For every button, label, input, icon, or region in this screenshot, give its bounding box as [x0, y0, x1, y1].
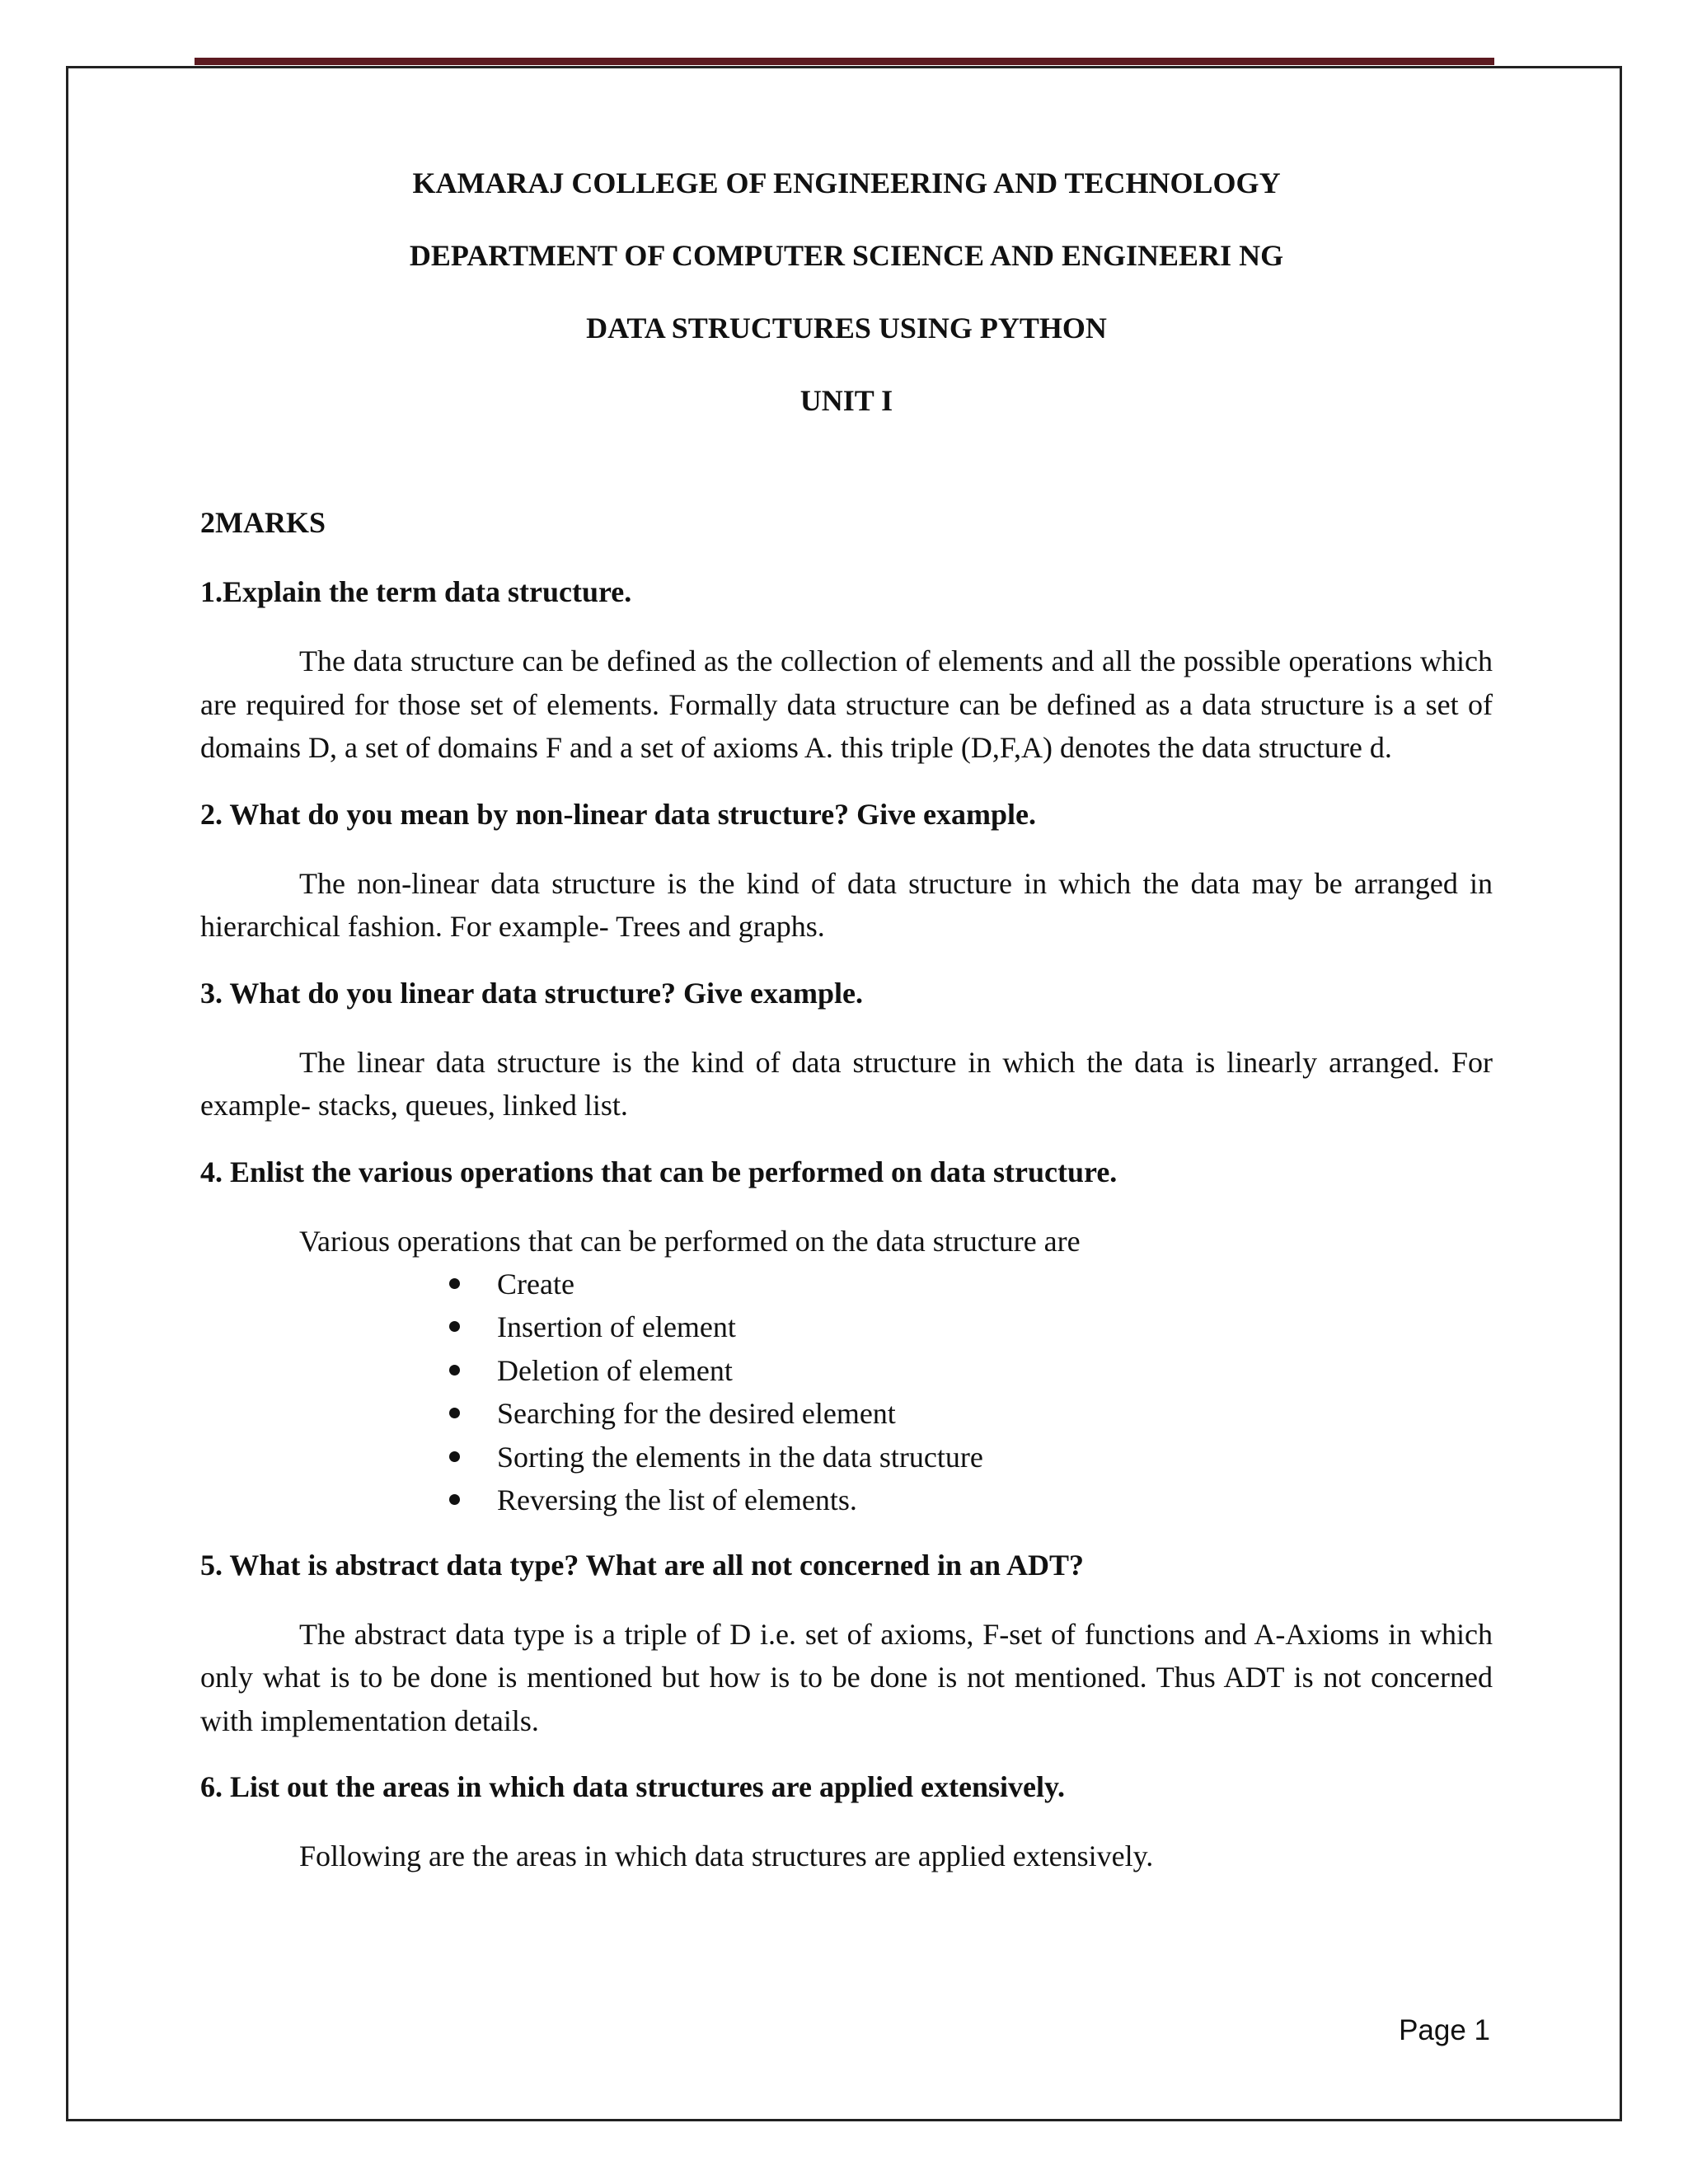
answer-2: The non-linear data structure is the kind of data structure in which the data may be arranged in hierarchical fashion. For example- Trees and graphs.: [200, 866, 1493, 943]
list-item: [497, 1392, 1493, 1436]
list-item: [497, 1349, 1493, 1393]
page-number: Page 1: [1399, 2014, 1490, 2046]
question-1: 1.Explain the term data structure.: [200, 575, 632, 608]
question-4: 4. Enlist the various operations that can be performed on data structure.: [200, 1155, 1118, 1188]
list-item-text: Sorting the elements in the data structure: [497, 1440, 983, 1474]
list-item-text: Deletion of element: [497, 1353, 733, 1387]
document-body: [200, 165, 1493, 1877]
unit-title: UNIT I: [799, 384, 893, 417]
list-item-text: Create: [497, 1267, 574, 1301]
answer-4-intro: Various operations that can be performed on the data structure are: [299, 1224, 1081, 1258]
list-item: [497, 1263, 1493, 1306]
college-name: KAMARAJ COLLEGE OF ENGINEERING AND TECHNOLOGY: [412, 166, 1281, 199]
answer-5: The abstract data type is a triple of D i.e. set of axioms, F-set of functions and A-Axioms in which only what is to be done is mentioned but how is to be done is not mentioned. Thus ADT is not concerned with implementation details.: [200, 1617, 1493, 1737]
question-2: 2. What do you mean by non-linear data structure? Give example.: [200, 797, 1037, 831]
bullet-icon: [449, 1365, 460, 1376]
bullet-icon: [449, 1321, 460, 1332]
list-item: [497, 1436, 1493, 1479]
bullet-icon: [449, 1408, 460, 1418]
top-decorative-rule: [195, 58, 1494, 65]
list-item: [497, 1305, 1493, 1349]
subject-title: DATA STRUCTURES USING PYTHON: [586, 312, 1107, 344]
answer-6-intro: Following are the areas in which data structures are applied extensively.: [299, 1840, 1154, 1872]
question-3: 3. What do you linear data structure? Give example.: [200, 976, 863, 1010]
operations-list: [200, 1263, 1493, 1522]
department-name: DEPARTMENT OF COMPUTER SCIENCE AND ENGINEERI NG: [409, 239, 1284, 272]
answer-1: The data structure can be defined as the collection of elements and all the possible operations which are required for those set of elements. Formally data structure can be defined as a data structure is a set of domains D, a set of domains F and a set of axioms A. this triple (D,F,A) denotes the data structure d.: [200, 644, 1493, 764]
list-item-text: Reversing the list of elements.: [497, 1483, 857, 1516]
question-6: 6. List out the areas in which data structures are applied extensively.: [200, 1770, 1066, 1803]
list-item-text: Searching for the desired element: [497, 1397, 896, 1430]
section-label: 2MARKS: [200, 506, 326, 539]
bullet-icon: [449, 1278, 460, 1289]
list-item: [497, 1479, 1493, 1522]
bullet-icon: [449, 1451, 460, 1462]
list-item-text: Insertion of element: [497, 1310, 736, 1343]
question-5: 5. What is abstract data type? What are all not concerned in an ADT?: [200, 1548, 1085, 1582]
bullet-icon: [449, 1494, 460, 1505]
answer-3: The linear data structure is the kind of data structure in which the data is linearly arranged. For example- stacks, queues, linked list.: [200, 1045, 1493, 1122]
